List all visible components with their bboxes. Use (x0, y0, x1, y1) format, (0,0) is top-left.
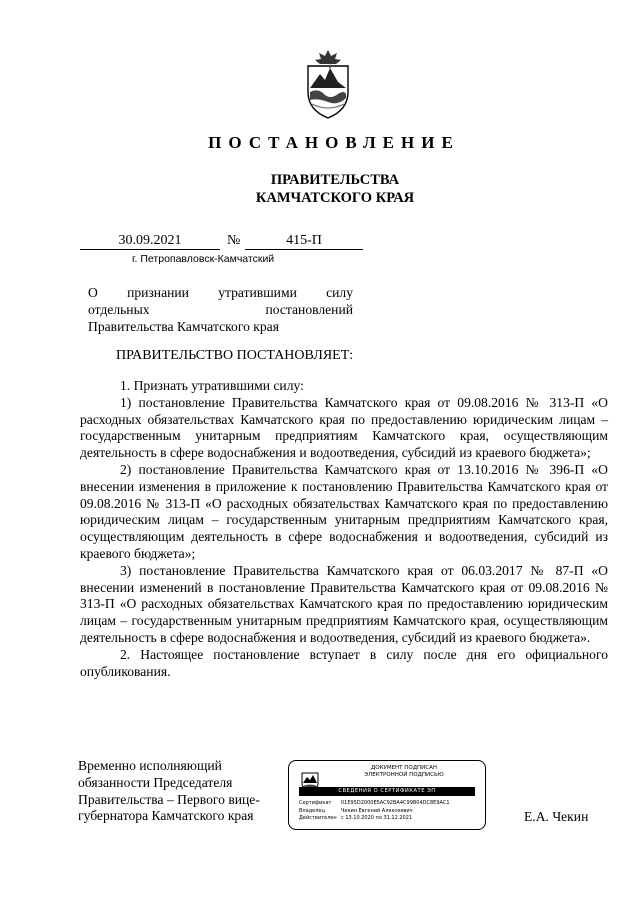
stamp-label: Владелец (299, 807, 325, 814)
city-name: г. Петропавловск-Камчатский (132, 253, 275, 265)
paragraph: 2) постановление Правительства Камчатского края от 13.10.2016 № 396-П «О внесении изменения в приложение к постановлению Правительства Камчатского края от 09.08.2016 № 313-П «О расходных обязательствах Камчатского края по предоставлению юридическим лицам – государственным унитарным предприятиям Камчатского края, осуществляющим деятельность в сфере водоснабжения и водоотведения, субсидий из краевого бюджета»; (80, 461, 608, 561)
stamp-title-line-1: ДОКУМЕНТ ПОДПИСАН (370, 765, 438, 771)
stamp-label: Действителен (299, 815, 337, 821)
stamp-title-line-2: ЭЛЕКТРОННОЙ ПОДПИСЬЮ (364, 772, 444, 778)
issuer-line-1: ПРАВИТЕЛЬСТВА (270, 172, 400, 188)
coat-of-arms-emblem (300, 48, 356, 120)
date-number-row (80, 232, 380, 252)
signer-position-line: губернатора Камчатского края (78, 808, 254, 824)
issuer-name (0, 171, 640, 207)
stamp-details (299, 800, 479, 823)
stamp-value: Чекин Евгений Алексеевич (341, 807, 413, 814)
stamp-value: 01E95D2000E5AC92BA4C99B04DC8E9AC1 (341, 800, 450, 806)
signer-position-line: Временно исполняющий (78, 758, 222, 773)
document-type-title: ПОСТАНОВЛЕНИЕ (208, 133, 460, 152)
paragraph: 2. Настоящее постановление вступает в силу после дня его официального опубликования. (80, 646, 608, 679)
paragraph: 3) постановление Правительства Камчатского края от 06.03.2017 № 87-П «О внесении изменений в постановление Правительства Камчатского края от 09.08.2016 № 313-П «О расходных обязательствах Камчатского края по предоставлению юридическим лицам – государственным унитарным предприятиям Камчатского края, осуществляющим деятельность в сфере водоснабжения и водоотведения, субсидий из краевого бюджета». (80, 562, 608, 645)
stamp-label: Сертификат (299, 800, 332, 806)
signer-name: Е.А. Чекин (524, 809, 589, 824)
signer-position-line: обязанности Председателя (78, 774, 233, 790)
paragraph: 1. Признать утратившими силу: (120, 378, 304, 393)
document-date: 30.09.2021 (80, 232, 220, 250)
decree-heading: ПРАВИТЕЛЬСТВО ПОСТАНОВЛЯЕТ: (116, 348, 354, 363)
subject-line-2: отдельных постановлений (88, 301, 353, 317)
subject-block (88, 285, 353, 335)
issuer-line-2: КАМЧАТСКОГО КРАЯ (255, 190, 415, 206)
stamp-row-certificate (299, 800, 479, 808)
stamp-row-validity (299, 815, 479, 823)
document-number: 415-П (245, 232, 363, 250)
electronic-signature-stamp (288, 760, 486, 830)
document-body (80, 378, 608, 680)
subject-line-1: О признании утратившими силу (88, 285, 353, 300)
stamp-certificate-bar: СВЕДЕНИЯ О СЕРТИФИКАТЕ ЭП (299, 787, 475, 796)
stamp-title (329, 765, 479, 779)
signer-position-line: Правительства – Первого вице- (78, 791, 260, 807)
paragraph: 1) постановление Правительства Камчатского края от 09.08.2016 № 313-П «О расходных обязательствах Камчатского края по предоставлению юридическим лицам – государственным унитарным предприятиям Камчатского края, осуществляющим деятельность в сфере водоснабжения и водоотведения, субсидий из краевого бюджета»; (80, 394, 608, 461)
signer-position (78, 758, 260, 825)
subject-line-3: Правительства Камчатского края (88, 318, 279, 334)
stamp-row-owner (299, 808, 479, 816)
stamp-value: с 13.10.2020 по 31.12.2021 (341, 815, 413, 821)
number-sign: № (227, 233, 241, 248)
